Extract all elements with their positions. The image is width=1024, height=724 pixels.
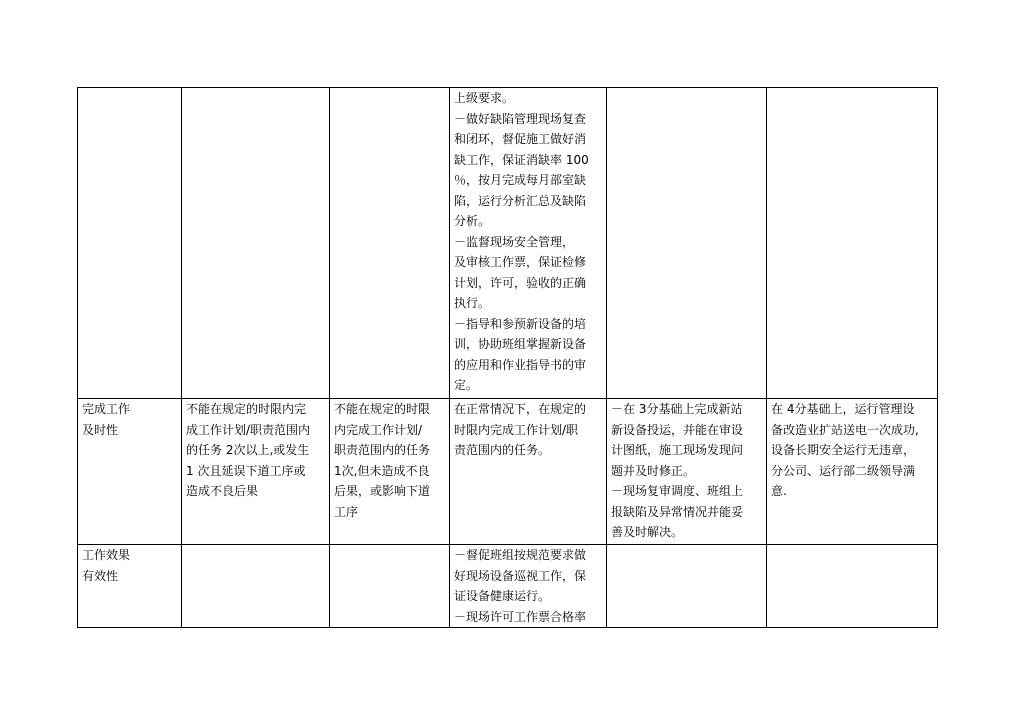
text-line: 1 次且延误下道工序或 bbox=[186, 463, 306, 478]
text-line: 1次,但未造成不良 bbox=[334, 463, 430, 478]
criteria-col3-cell bbox=[330, 399, 450, 545]
text-line: 分析。 bbox=[454, 214, 491, 228]
text-line: －现场复审调度、班组上 bbox=[611, 484, 744, 498]
text-line: －现场许可工作票合格率 bbox=[454, 609, 587, 624]
text-line: －做好缺陷管理现场复查 bbox=[454, 111, 587, 126]
criteria-col3-cell bbox=[330, 88, 450, 399]
text-line: －在 3分基础上完成新站 bbox=[611, 402, 743, 416]
criteria-col5-cell bbox=[607, 399, 767, 545]
table-row bbox=[78, 399, 938, 545]
text-line: 责范围内的任务。 bbox=[454, 443, 551, 457]
text-line: 不能在规定的时限 bbox=[334, 402, 431, 416]
row-label: 完成工作 bbox=[82, 402, 131, 416]
table-row bbox=[78, 88, 938, 399]
text-line: －监督现场安全管理， bbox=[454, 234, 575, 249]
text-line: 缺工作，保证消缺率 100 bbox=[454, 152, 589, 167]
criteria-col5-cell bbox=[607, 545, 767, 628]
text-line: 不能在规定的时限内完 bbox=[186, 402, 307, 416]
table-row bbox=[78, 545, 938, 628]
criteria-col4-cell bbox=[450, 545, 607, 628]
criteria-col4-cell bbox=[450, 88, 607, 399]
text-line: 后果，或影响下道 bbox=[334, 484, 431, 498]
text-line: 意. bbox=[771, 484, 787, 498]
text-line: 时限内完成工作计划/职 bbox=[454, 422, 579, 437]
criteria-col2-cell bbox=[182, 545, 330, 628]
row-label-cell bbox=[78, 88, 182, 399]
text-line: 题并及时修正。 bbox=[611, 463, 696, 478]
row-label: 工作效果 bbox=[82, 548, 131, 562]
row-label-cell bbox=[78, 545, 182, 628]
text-line: 工序 bbox=[334, 504, 359, 519]
text-line: 计划，许可，验收的正确 bbox=[454, 275, 587, 290]
text-line: 新设备投运，并能在审设 bbox=[611, 422, 744, 437]
text-line: 的应用和作业指导书的审 bbox=[454, 357, 587, 372]
text-line: 造成不良后果 bbox=[186, 484, 259, 498]
row-label-cell bbox=[78, 399, 182, 545]
criteria-col4-cell bbox=[450, 399, 607, 545]
text-line: 计图纸，施工现场发现问 bbox=[611, 443, 744, 457]
text-line: 的任务 2次以上,或发生 bbox=[186, 443, 310, 457]
text-line: 好现场设备巡视工作，保 bbox=[454, 568, 587, 583]
text-line: 在 4分基础上，运行管理设 bbox=[771, 402, 915, 416]
row-label: 有效性 bbox=[82, 568, 119, 583]
text-line: 执行。 bbox=[454, 296, 491, 310]
text-line: 备改造业扩站送电一次成功, bbox=[771, 422, 919, 437]
criteria-col2-cell bbox=[182, 88, 330, 399]
text-line: －指导和参预新设备的培 bbox=[454, 316, 587, 331]
text-line: 证设备健康运行。 bbox=[454, 589, 551, 603]
text-line: 内完成工作计划/ bbox=[334, 422, 423, 437]
text-line: 和闭环，督促施工做好消 bbox=[454, 132, 587, 146]
text-line: 设备长期安全运行无违章， bbox=[771, 443, 916, 457]
criteria-col6-cell bbox=[767, 88, 938, 399]
text-line: 及审核工作票，保证检修 bbox=[454, 255, 587, 269]
text-line: 训，协助班组掌握新设备 bbox=[454, 337, 587, 351]
criteria-col3-cell bbox=[330, 545, 450, 628]
criteria-col6-cell bbox=[767, 399, 938, 545]
text-line: －督促班组按规范要求做 bbox=[454, 548, 587, 562]
evaluation-table bbox=[77, 87, 938, 628]
text-line: 职责范围内的任务 bbox=[334, 443, 431, 457]
text-line: 报缺陷及异常情况并能妥 bbox=[611, 504, 744, 519]
text-line: 分公司、运行部二级领导满 bbox=[771, 463, 916, 478]
text-line: 成工作计划/职责范围内 bbox=[186, 422, 311, 437]
text-line: 定。 bbox=[454, 378, 479, 392]
row-label: 及时性 bbox=[82, 422, 119, 437]
text-line: 上级要求。 bbox=[454, 91, 515, 105]
text-line: 在正常情况下，在规定的 bbox=[454, 402, 587, 416]
criteria-col2-cell bbox=[182, 399, 330, 545]
criteria-col6-cell bbox=[767, 545, 938, 628]
text-line: 陷，运行分析汇总及缺陷 bbox=[454, 193, 587, 208]
text-line: ％，按月完成每月部室缺 bbox=[454, 173, 587, 187]
criteria-col5-cell bbox=[607, 88, 767, 399]
text-line: 善及时解决。 bbox=[611, 525, 684, 539]
